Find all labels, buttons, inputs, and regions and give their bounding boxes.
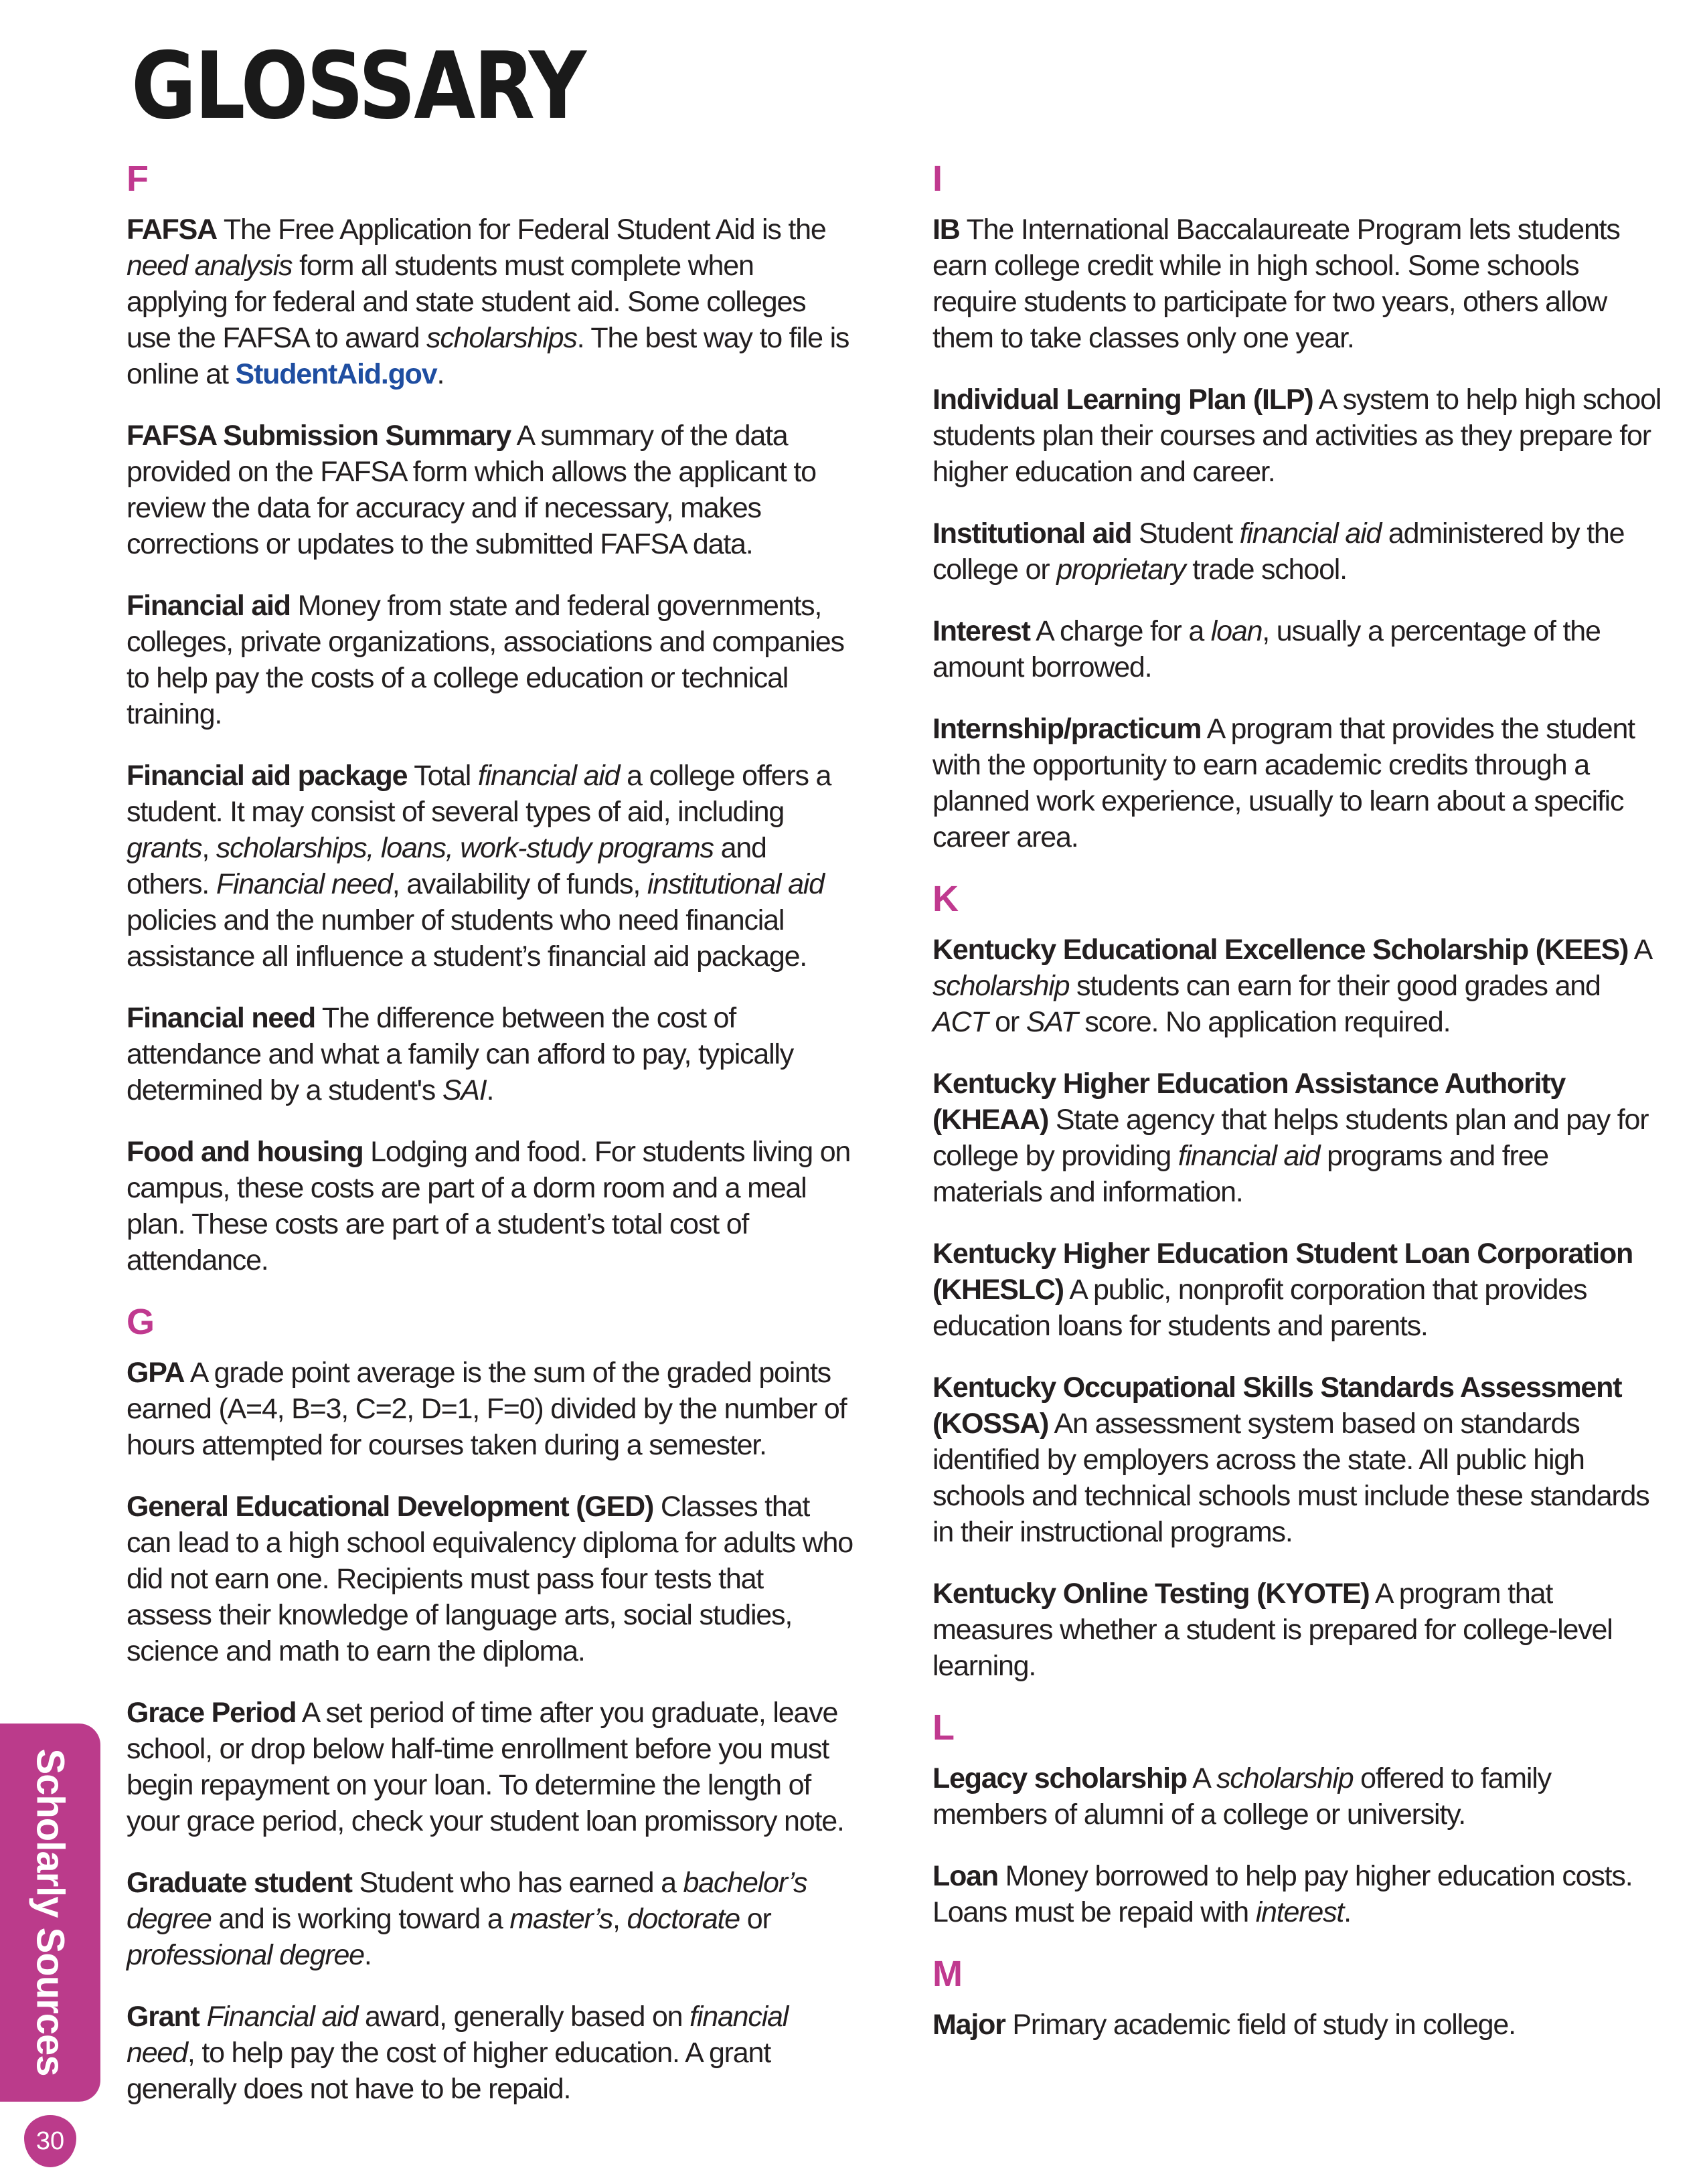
glossary-definition: Student who has earned a bachelor’s degree and is working toward a master’s, doctorate or professional degree.	[127, 1867, 807, 1971]
section-letter: M	[932, 1954, 963, 1994]
glossary-definition: Financial aid award, generally based on financial need, to help pay the cost of higher education. A grant generally does not have to be repaid.	[127, 2001, 789, 2105]
section-letter: I	[932, 159, 943, 199]
glossary-definition: A grade point average is the sum of the graded points earned (A=4, B=3, C=2, D=1, F=0) divided by the number of hours attempted for courses taken during a semester.	[127, 1357, 847, 1461]
section-side-tab	[0, 1724, 100, 2102]
glossary-definition: A program that provides the student with the opportunity to earn academic credits through a planned work experience, usually to learn about a specific career area.	[932, 713, 1635, 853]
glossary-entry	[127, 758, 853, 975]
glossary-definition: Money from state and federal governments, colleges, private organizations, associations and companies to help pay the costs of a college education or technical training.	[127, 590, 844, 730]
glossary-entry	[932, 212, 1662, 356]
glossary-definition: A scholarship offered to family members of alumni of a college or university.	[932, 1762, 1551, 1831]
glossary-definition: An assessment system based on standards identified by employers across the state. All public high schools and technical schools must include these standards in their instructional programs.	[932, 1408, 1649, 1548]
glossary-entry	[127, 418, 853, 562]
glossary-term: Grant	[127, 2001, 199, 2033]
section-side-tab-label: Scholarly Sources	[28, 1748, 72, 2076]
glossary-definition: Lodging and food. For students living on campus, these costs are part of a dorm room and a meal plan. These costs are part of a student’s total cost of attendance.	[127, 1136, 851, 1276]
glossary-definition: The difference between the cost of attendance and what a family can afford to pay, typically determined by a student's SAI.	[127, 1002, 794, 1106]
glossary-term: Kentucky Online Testing (KYOTE)	[932, 1578, 1370, 1610]
glossary-term: Financial aid	[127, 590, 291, 622]
page-title: GLOSSARY	[131, 32, 585, 140]
glossary-term: Kentucky Higher Education Student Loan Corporation (KHESLC)	[932, 1238, 1633, 1306]
glossary-definition: The International Baccalaureate Program lets students earn college credit while in high school. Some schools require students to participate for two years, others allow them to take classes only one year.	[932, 214, 1620, 354]
glossary-entry	[932, 1369, 1662, 1550]
glossary-entry	[932, 711, 1662, 855]
glossary-term: Institutional aid	[932, 517, 1132, 550]
glossary-definition: A public, nonprofit corporation that provides education loans for students and parents.	[932, 1274, 1587, 1342]
glossary-entry	[932, 1066, 1662, 1210]
glossary-term: Kentucky Higher Education Assistance Authority (KHEAA)	[932, 1068, 1566, 1136]
glossary-term: Grace Period	[127, 1697, 297, 1729]
glossary-definition: Money borrowed to help pay higher education costs. Loans must be repaid with interest.	[932, 1860, 1633, 1928]
glossary-term: IB	[932, 214, 960, 246]
glossary-term: Financial aid package	[127, 760, 408, 792]
glossary-definition: Total financial aid a college offers a student. It may consist of several types of aid, including grants, scholarships, loans, work-study programs and others. Financial need, availability of funds, institutional aid policies and the number of students who need financial assistance all influence a student’s financial aid package.	[127, 760, 831, 973]
glossary-term: FAFSA	[127, 214, 217, 246]
glossary-term: GPA	[127, 1357, 185, 1389]
glossary-term: Major	[932, 2009, 1005, 2041]
glossary-left-column	[127, 161, 853, 2132]
glossary-entry	[127, 1695, 853, 1839]
glossary-term: Financial need	[127, 1002, 315, 1034]
section-letter: F	[127, 159, 149, 199]
glossary-term: Loan	[932, 1860, 998, 1892]
glossary-definition: A set period of time after you graduate, leave school, or drop below half-time enrollment before you must begin repayment on your loan. To determine the length of your grace period, check your student loan promissory note.	[127, 1697, 844, 1837]
glossary-entry	[932, 1576, 1662, 1684]
section-letter: K	[932, 879, 959, 919]
glossary-entry	[932, 613, 1662, 685]
glossary-entry	[932, 1760, 1662, 1833]
section-letter: L	[932, 1707, 955, 1748]
glossary-entry	[127, 1865, 853, 1973]
glossary-definition: A charge for a loan, usually a percentage of the amount borrowed.	[932, 615, 1601, 683]
glossary-term: Kentucky Educational Excellence Scholarship (KEES)	[932, 934, 1629, 966]
glossary-definition: Primary academic field of study in college.	[1005, 2009, 1516, 2041]
glossary-term: Internship/practicum	[932, 713, 1202, 745]
glossary-entry	[127, 212, 853, 392]
glossary-term: FAFSA Submission Summary	[127, 420, 511, 452]
glossary-entry	[932, 2007, 1662, 2043]
page-number: 30	[24, 2115, 76, 2167]
glossary-term: Food and housing	[127, 1136, 363, 1168]
glossary-right-column	[932, 161, 1662, 2068]
glossary-term: Kentucky Occupational Skills Standards Assessment (KOSSA)	[932, 1371, 1622, 1440]
glossary-entry	[127, 1355, 853, 1463]
glossary-definition: State agency that helps students plan and pay for college by providing financial aid programs and free materials and information.	[932, 1104, 1649, 1208]
glossary-term: General Educational Development (GED)	[127, 1491, 654, 1523]
glossary-definition: Student financial aid administered by the college or proprietary trade school.	[932, 517, 1625, 586]
glossary-entry	[932, 515, 1662, 588]
glossary-entry	[127, 1489, 853, 1669]
glossary-term: Graduate student	[127, 1867, 352, 1899]
glossary-entry	[127, 1134, 853, 1278]
glossary-definition: The Free Application for Federal Student Aid is the need analysis form all students must complete when applying for federal and state student aid. Some colleges use the FAFSA to award scholarships. The best way to file is online at StudentAid.gov.	[127, 214, 849, 390]
glossary-entry	[932, 382, 1662, 490]
glossary-entry	[127, 1999, 853, 2107]
section-letter: G	[127, 1302, 155, 1342]
glossary-term: Individual Learning Plan (ILP)	[932, 384, 1313, 416]
glossary-entry	[932, 932, 1662, 1040]
glossary-term: Legacy scholarship	[932, 1762, 1187, 1794]
studentaid-link[interactable]: StudentAid.gov	[235, 358, 437, 390]
glossary-definition: A program that measures whether a student is prepared for college-level learning.	[932, 1578, 1613, 1682]
glossary-definition: A system to help high school students plan their courses and activities as they prepare for higher education and career.	[932, 384, 1661, 488]
glossary-definition: A summary of the data provided on the FAFSA form which allows the applicant to review the data for accuracy and if necessary, makes corrections or updates to the submitted FAFSA data.	[127, 420, 816, 560]
glossary-entry	[127, 588, 853, 732]
glossary-definition: A scholarship students can earn for their good grades and ACT or SAT score. No application required.	[932, 934, 1651, 1038]
glossary-term: Interest	[932, 615, 1030, 647]
glossary-definition: Classes that can lead to a high school equivalency diploma for adults who did not earn one. Recipients must pass four tests that assess their knowledge of language arts, social studies, science and math to earn the diploma.	[127, 1491, 853, 1667]
glossary-entry	[127, 1000, 853, 1108]
glossary-entry	[932, 1858, 1662, 1930]
glossary-entry	[932, 1236, 1662, 1344]
